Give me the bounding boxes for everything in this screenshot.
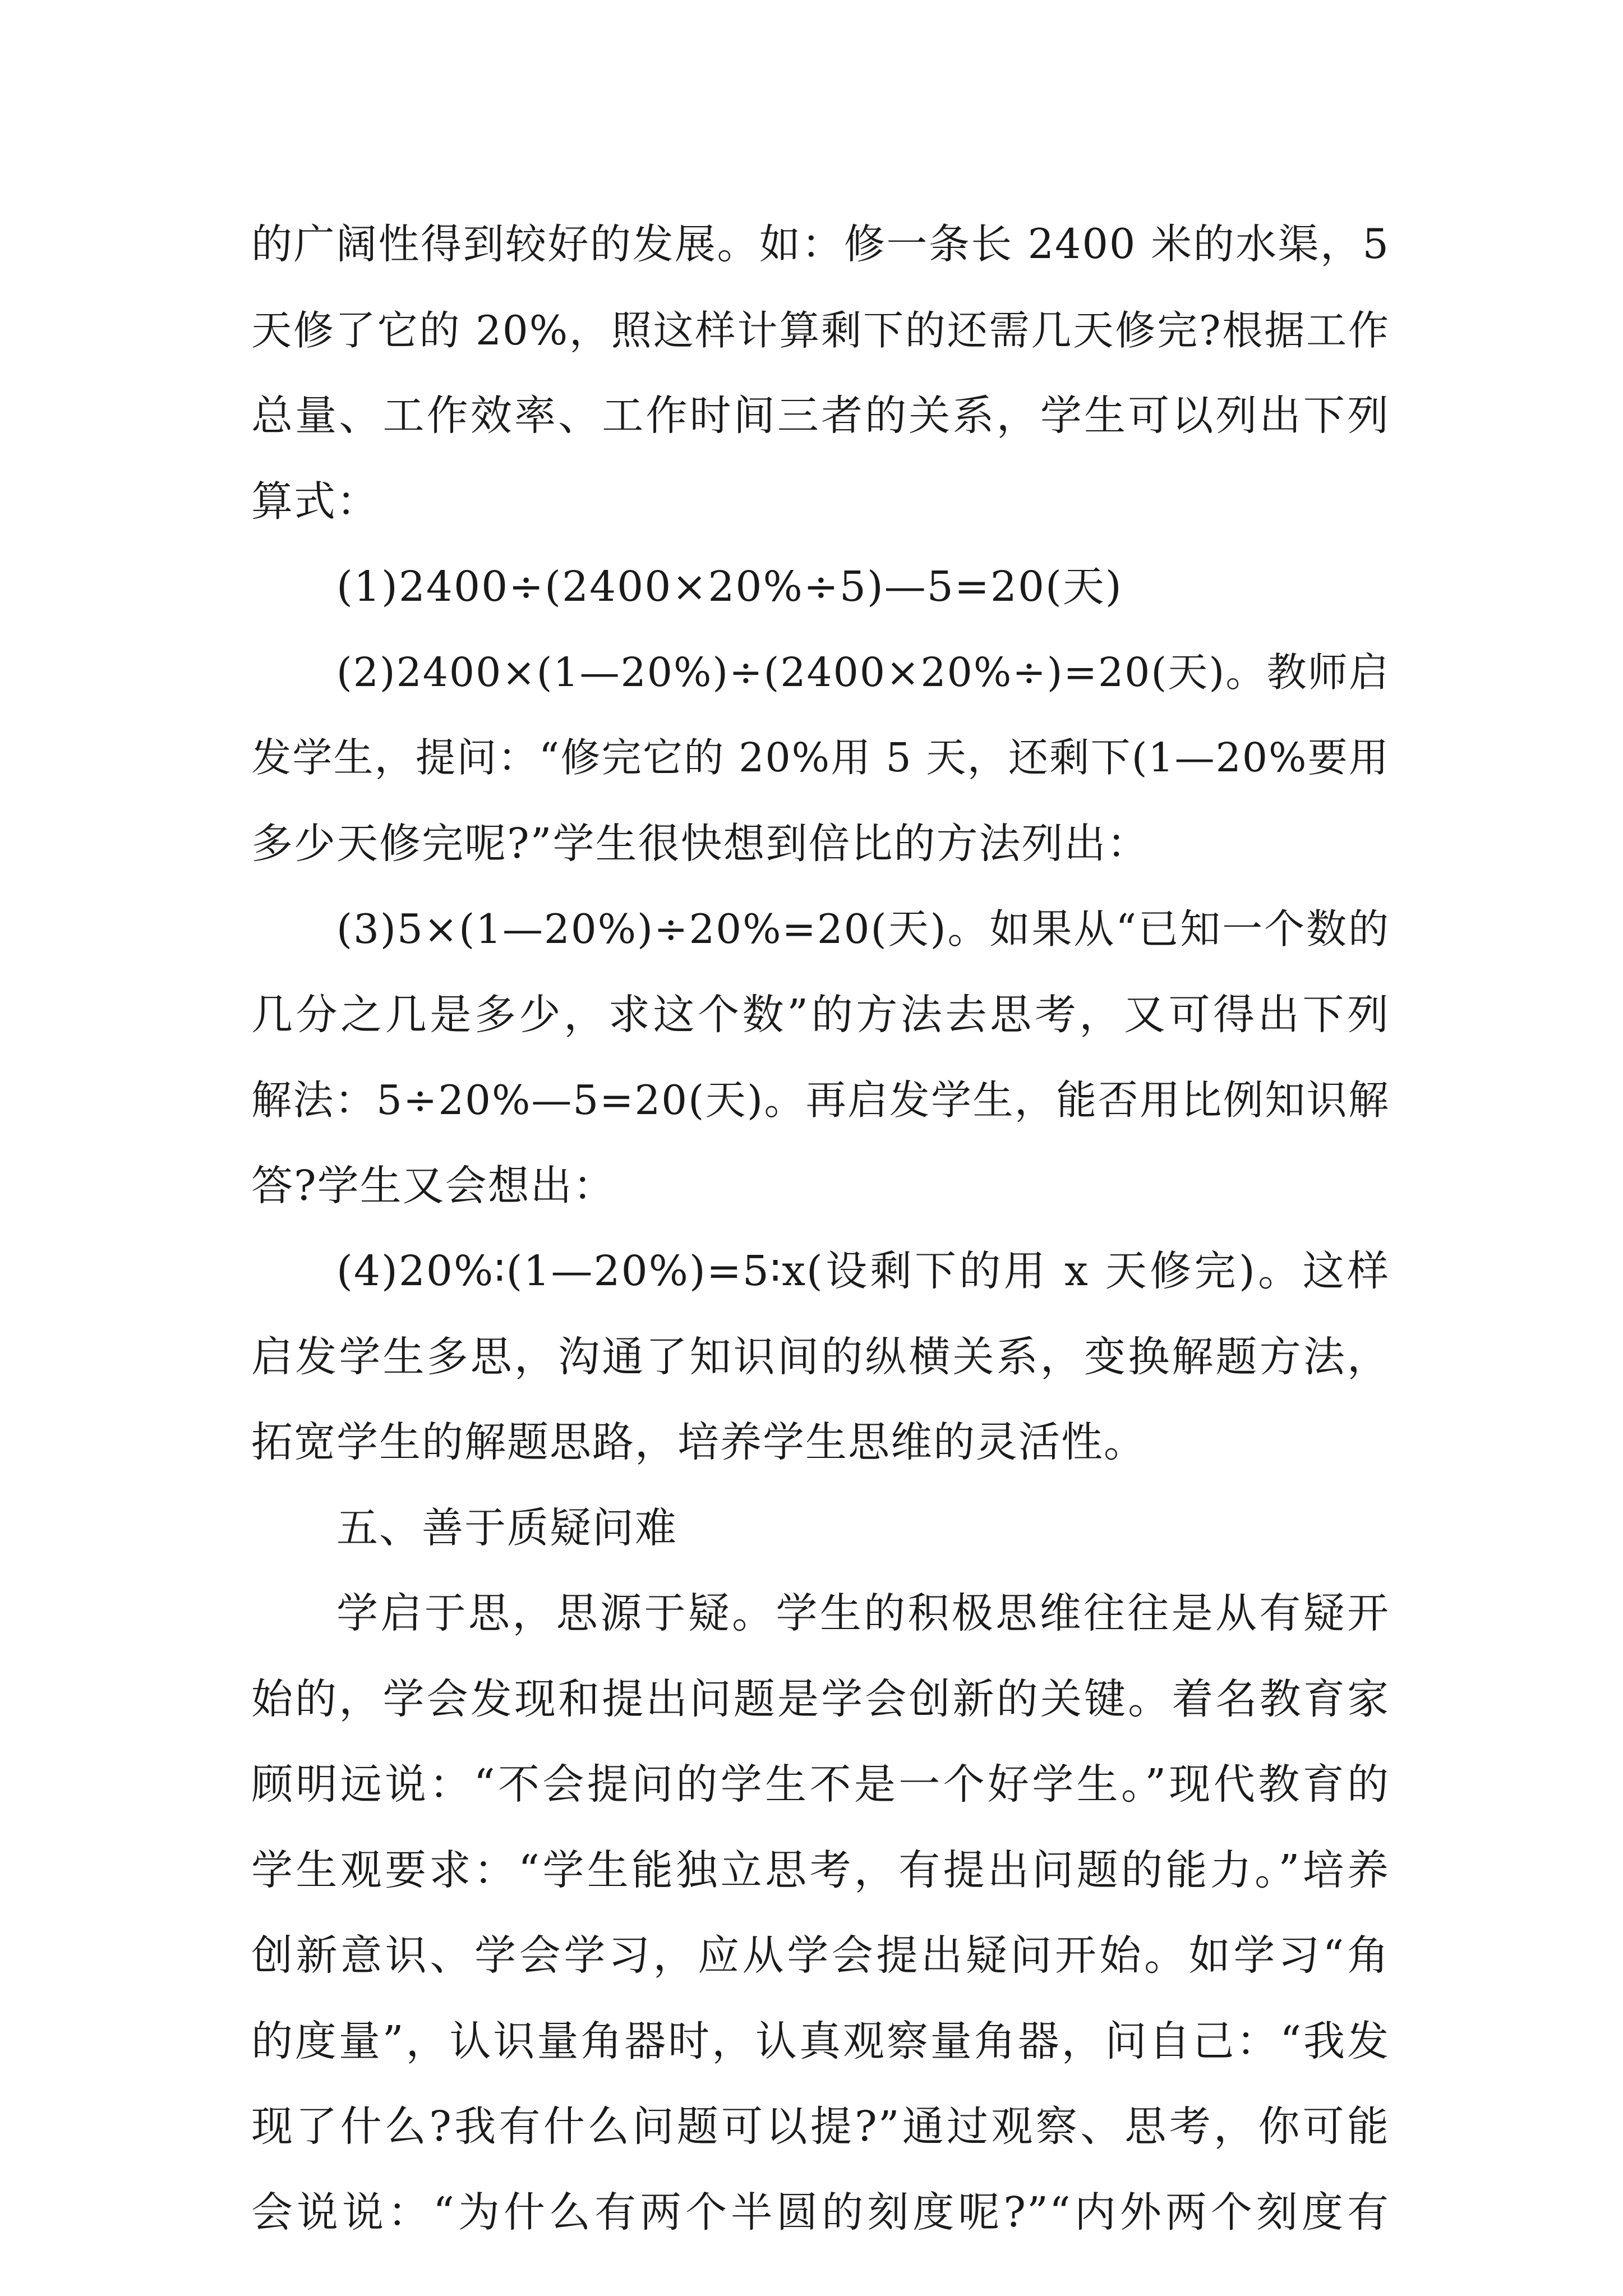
text-line: 的度量”，认识量角器时，认真观察量角器，问自己：“我发 (251, 2017, 1390, 2065)
text-line: 会说说：“为什么有两个半圆的刻度呢?”“内外两个刻度有 (251, 2188, 1390, 2237)
text-line: 答?学生又会想出： (251, 1161, 616, 1210)
text-line: 算式： (251, 477, 379, 526)
text-line: 解法：5÷20%—5=20(天)。再启发学生，能否用比例知识解 (251, 1076, 1390, 1124)
text-line: 发学生，提问：“修完它的 20%用 5 天，还剩下(1—20%要用 (251, 734, 1390, 781)
text-line: 的广阔性得到较好的发展。如：修一条长 2400 米的水渠，5 (251, 220, 1390, 268)
text-line: (3)5×(1—20%)÷20%=20(天)。如果从“已知一个数的 (336, 905, 1390, 953)
text-line: 现了什么?我有什么问题可以提?”通过观察、思考，你可能 (251, 2102, 1390, 2151)
text-line: 多少天修完呢?”学生很快想到倍比的方法列出： (251, 819, 1150, 868)
text-line: 始的，学会发现和提出问题是学会创新的关键。着名教育家 (251, 1674, 1390, 1723)
text-line: (4)20%∶(1—20%)=5∶x(设剩下的用 x 天修完)。这样 (336, 1247, 1390, 1295)
text-line: 五、善于质疑问难 (336, 1503, 677, 1552)
text-line: (2)2400×(1—20%)÷(2400×20%÷)=20(天)。教师启 (336, 648, 1390, 696)
document-body (251, 202, 1390, 2255)
text-line: 天修了它的 20%，照这样计算剩下的还需几天修完?根据工作 (251, 306, 1390, 354)
text-line: 拓宽学生的解题思路，培养学生思维的灵活性。 (251, 1418, 1146, 1466)
text-line: 启发学生多思，沟通了知识间的纵横关系，变换解题方法， (251, 1332, 1390, 1381)
text-line: 学启于思，思源于疑。学生的积极思维往往是从有疑开 (336, 1589, 1390, 1637)
text-line: 学生观要求：“学生能独立思考，有提出问题的能力。”培养 (251, 1846, 1390, 1894)
text-line: 顾明远说：“不会提问的学生不是一个好学生。”现代教育的 (251, 1760, 1390, 1809)
text-line: (1)2400÷(2400×20%÷5)—5=20(天) (336, 563, 1123, 611)
text-line: 总量、工作效率、工作时间三者的关系，学生可以列出下列 (251, 392, 1390, 440)
text-line: 创新意识、学会学习，应从学会提出疑问开始。如学习“角 (251, 1931, 1390, 1980)
text-line: 几分之几是多少，求这个数”的方法去思考，又可得出下列 (251, 990, 1390, 1039)
